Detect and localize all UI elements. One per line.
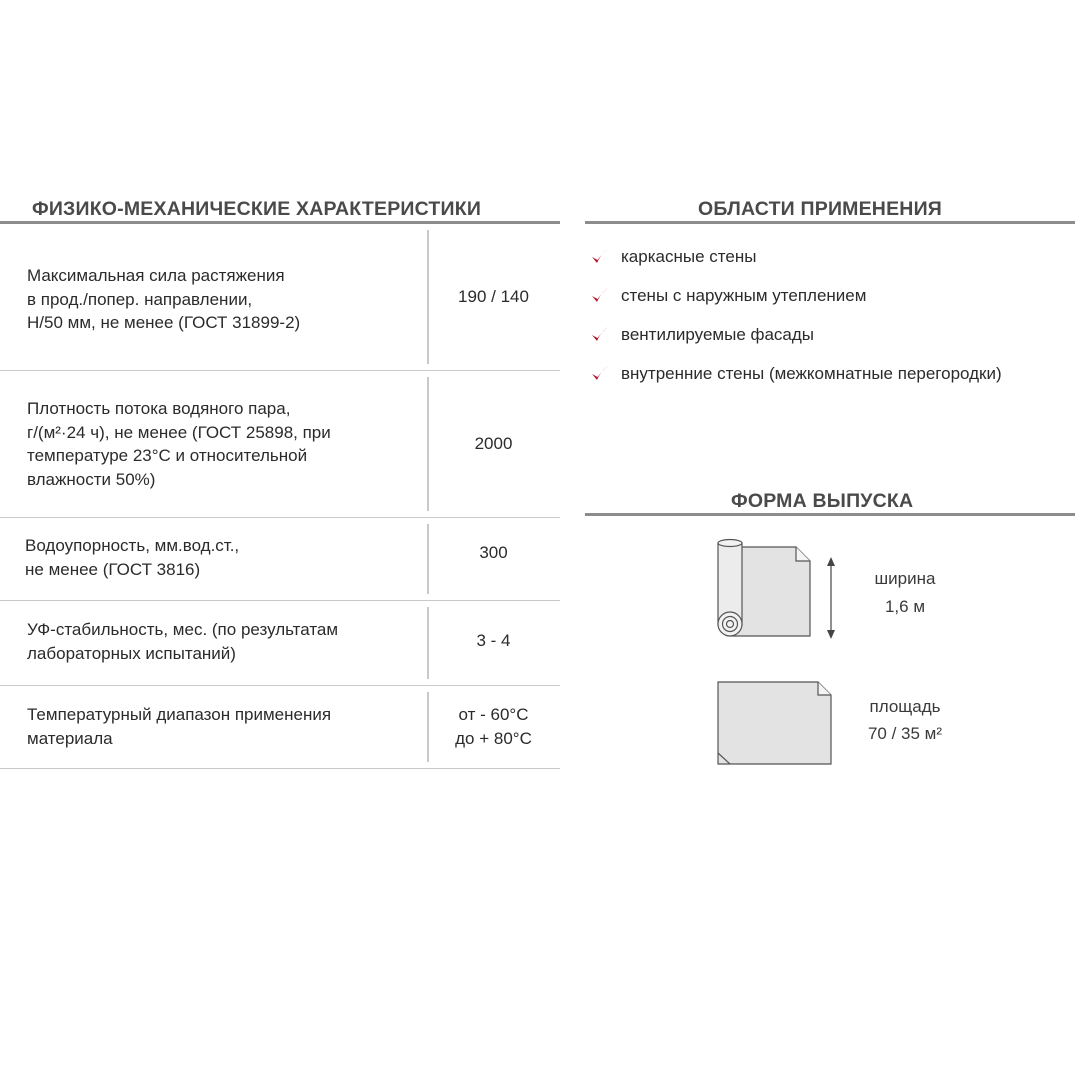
application-label: каркасные стены — [621, 247, 757, 266]
text-line: в прод./попер. направлении, — [27, 289, 253, 309]
property-row-vapor-flow — [0, 371, 560, 518]
property-name — [27, 264, 300, 335]
text-line: Н/50 мм, не менее (ГОСТ 31899-2) — [27, 313, 301, 332]
sheet-area-value: 70 / 35 м² — [867, 724, 943, 743]
property-name — [27, 397, 331, 491]
text-line: влажности 50%) — [27, 469, 156, 489]
property-value — [427, 432, 560, 456]
applications-title: ОБЛАСТИ ПРИМЕНЕНИЯ — [698, 198, 943, 220]
text-line: Плотность потока водяного пара, — [27, 399, 291, 418]
properties-table — [0, 224, 560, 769]
applications-title-rule — [585, 221, 1075, 224]
property-row-uv-stability — [0, 601, 560, 686]
text-line: Температурный диапазон применения — [27, 705, 332, 724]
roll-width-value: 1,6 м — [884, 597, 926, 616]
text-line: до + 80°С — [455, 729, 532, 748]
property-value — [427, 285, 560, 309]
text-line: Максимальная сила растяжения — [27, 266, 285, 285]
property-value — [427, 541, 560, 565]
properties-title: ФИЗИКО-МЕХАНИЧЕСКИЕ ХАРАКТЕРИСТИКИ — [32, 198, 482, 220]
check-icon — [590, 247, 610, 267]
roll-icon — [710, 535, 850, 645]
text-line: не менее (ГОСТ 3816) — [25, 559, 201, 579]
property-name — [25, 534, 239, 581]
property-row-temperature-range — [0, 686, 560, 769]
text-line: температуре 23°С и относительной — [27, 446, 308, 465]
property-name — [27, 703, 331, 750]
application-label: внутренние стены (межкомнатные перегородки) — [621, 364, 1002, 383]
text-line: 2000 — [474, 434, 513, 453]
application-label: стены с наружным утеплением — [621, 286, 867, 305]
property-name — [27, 618, 338, 665]
property-row-water-resistance — [0, 518, 560, 601]
check-icon — [590, 286, 610, 306]
release-form-title-rule — [585, 513, 1075, 516]
sheet-area-label: площадь — [869, 697, 941, 716]
text-line: лабораторных испытаний) — [27, 643, 236, 663]
text-line: 300 — [479, 543, 508, 562]
check-icon — [590, 325, 610, 345]
roll-width-label: ширина — [874, 569, 936, 588]
property-row-tensile-strength — [0, 224, 560, 371]
sheet-icon — [710, 675, 840, 770]
text-line: УФ-стабильность, мес. (по результатам — [27, 620, 339, 639]
text-line: г/(м²·24 ч), не менее (ГОСТ 25898, при — [27, 422, 331, 442]
property-value — [427, 703, 560, 751]
application-label: вентилируемые фасады — [621, 325, 815, 344]
text-line: материала — [27, 728, 113, 748]
text-line: 190 / 140 — [458, 287, 529, 306]
check-icon — [590, 364, 610, 384]
property-value — [427, 629, 560, 653]
release-form-title: ФОРМА ВЫПУСКА — [731, 490, 914, 512]
text-line: от - 60°С — [458, 705, 529, 724]
text-line: Водоупорность, мм.вод.ст., — [25, 536, 240, 555]
text-line: 3 - 4 — [476, 631, 511, 650]
